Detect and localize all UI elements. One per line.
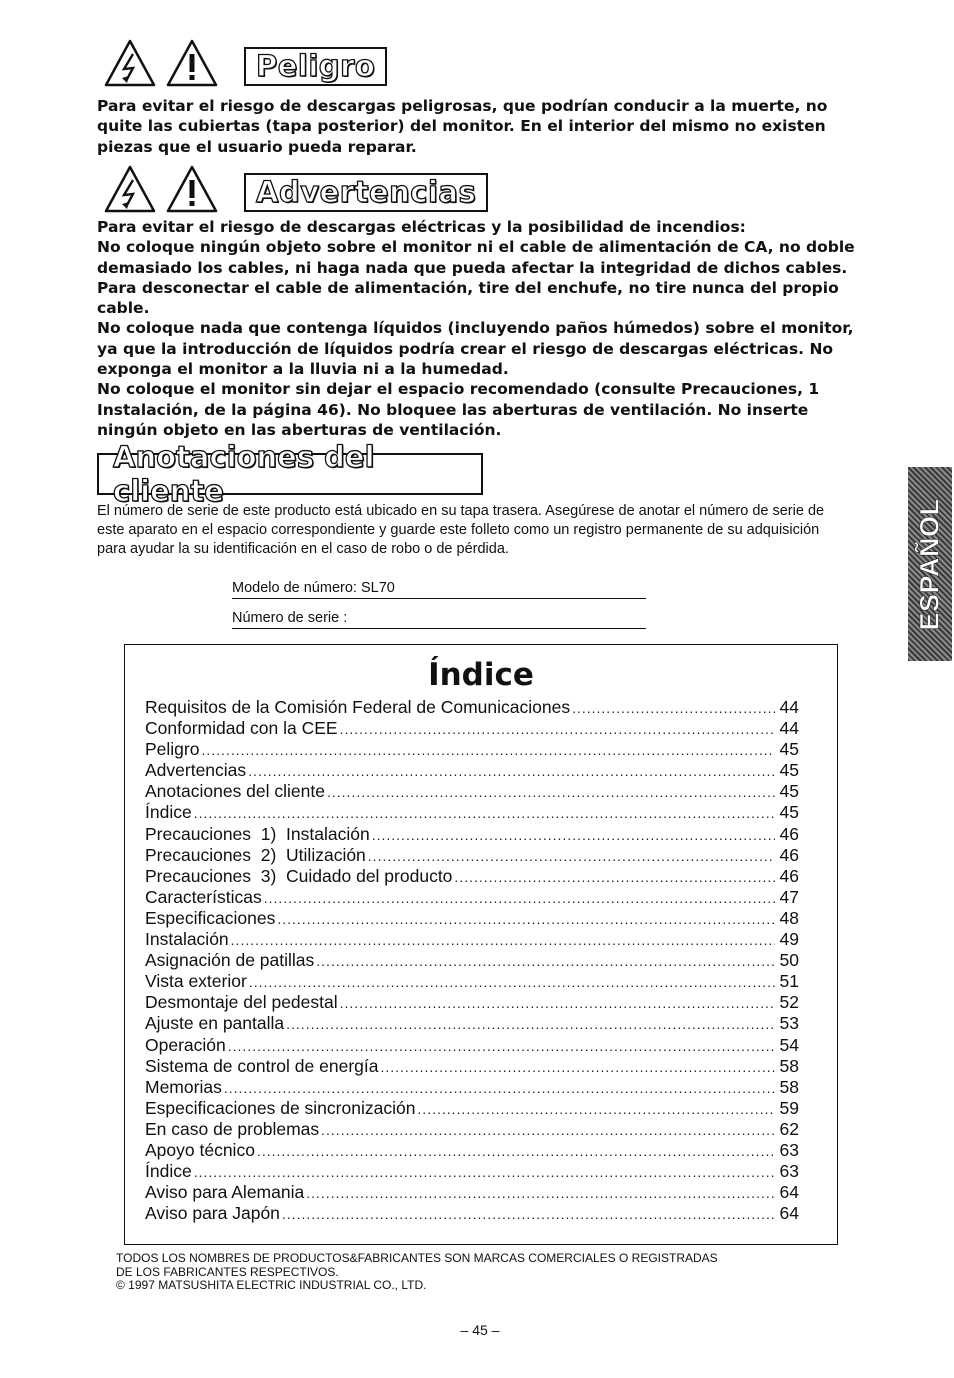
toc-entry xyxy=(145,1182,799,1203)
toc-entry xyxy=(145,992,799,1013)
toc-entry-label: Anotaciones del cliente xyxy=(145,781,325,802)
toc-entry-page: 44 xyxy=(779,718,799,739)
advertencias-paragraph: No coloque el monitor sin dejar el espacio recomendado (consulte Precauciones, 1 Instalación, de la página 46). No bloquee las aberturas de ventilación. No inserte ningún objeto en las aberturas de ventilación. xyxy=(97,380,820,439)
toc-entry-page: 49 xyxy=(779,929,799,950)
advertencias-paragraph: Para desconectar el cable de alimentación, tire del enchufe, no tire nunca del propio cable. xyxy=(97,278,839,318)
toc-entry xyxy=(145,739,799,760)
toc-entry-label: Desmontaje del pedestal xyxy=(145,992,338,1013)
toc-leader-dots xyxy=(257,1141,775,1162)
advertencias-title: Advertencias xyxy=(244,173,488,212)
toc-entry xyxy=(145,1161,799,1182)
toc-entry-label: Peligro xyxy=(145,739,200,760)
toc-entry xyxy=(145,908,799,929)
advertencias-text xyxy=(97,217,867,440)
toc-entry-page: 51 xyxy=(779,971,799,992)
language-tab-label: ESPAÑOL xyxy=(914,497,945,631)
toc-entry-label: Características xyxy=(145,886,262,907)
language-tab xyxy=(908,467,952,661)
exclamation-warning-icon xyxy=(166,164,218,214)
toc-leader-dots xyxy=(277,909,775,930)
electric-shock-warning-icon xyxy=(104,38,156,88)
toc-leader-dots xyxy=(327,782,775,803)
serial-number-label: Número de serie : xyxy=(232,610,348,626)
toc-entry-label: Precauciones 1) Instalación xyxy=(145,823,370,844)
toc-leader-dots xyxy=(306,1183,775,1204)
toc-entry-page: 48 xyxy=(779,907,799,928)
toc-entry-label: Especificaciones de sincronización xyxy=(145,1097,416,1118)
toc-entry-label: Ajuste en pantalla xyxy=(145,1013,285,1034)
advertencias-heading xyxy=(104,154,488,214)
footer-line: TODOS LOS NOMBRES DE PRODUCTOS&FABRICANTES SON MARCAS COMERCIALES O REGISTRADAS xyxy=(116,1251,718,1265)
toc-entry xyxy=(145,1119,799,1140)
toc-leader-dots xyxy=(380,1057,775,1078)
toc-entry-label: Aviso para Alemania xyxy=(145,1182,305,1203)
peligro-title: Peligro xyxy=(244,47,387,86)
model-number-field[interactable] xyxy=(232,578,646,599)
toc-entry xyxy=(145,866,799,887)
toc-entry-page: 45 xyxy=(779,802,799,823)
model-number-label: Modelo de número: SL70 xyxy=(232,580,395,596)
toc-leader-dots xyxy=(249,972,775,993)
toc-entry-page: 53 xyxy=(779,1013,799,1034)
index-box xyxy=(124,644,838,1245)
toc-leader-dots xyxy=(368,846,775,867)
toc-entry-label: Índice xyxy=(145,1161,192,1182)
toc-entry-label: Sistema de control de energía xyxy=(145,1055,379,1076)
toc-entry-label: Apoyo técnico xyxy=(145,1139,255,1160)
toc-entry xyxy=(145,950,799,971)
toc-entry-page: 46 xyxy=(779,865,799,886)
advertencias-paragraph: Para evitar el riesgo de descargas eléctricas y la posibilidad de incendios: xyxy=(97,218,746,236)
toc-leader-dots xyxy=(286,1014,775,1035)
toc-entry xyxy=(145,1203,799,1224)
toc-leader-dots xyxy=(454,867,775,888)
peligro-heading xyxy=(104,28,387,88)
toc-entry xyxy=(145,1013,799,1034)
toc-entry-label: Conformidad con la CEE xyxy=(145,718,338,739)
customer-notes-title: Anotaciones del cliente xyxy=(97,453,483,495)
toc-leader-dots xyxy=(282,1204,775,1225)
toc-entry-page: 52 xyxy=(779,992,799,1013)
toc-entry-page: 63 xyxy=(779,1161,799,1182)
toc-entry-page: 46 xyxy=(779,823,799,844)
toc-entry-page: 58 xyxy=(779,1076,799,1097)
toc-entry-label: Índice xyxy=(145,802,192,823)
table-of-contents xyxy=(145,697,799,1224)
toc-entry-page: 44 xyxy=(779,697,799,717)
toc-entry-page: 45 xyxy=(779,781,799,802)
toc-leader-dots xyxy=(248,761,775,782)
toc-entry xyxy=(145,1140,799,1161)
toc-entry-page: 47 xyxy=(779,886,799,907)
toc-leader-dots xyxy=(340,719,775,740)
toc-entry-label: En caso de problemas xyxy=(145,1118,320,1139)
toc-entry-label: Vista exterior xyxy=(145,971,247,992)
toc-entry-page: 59 xyxy=(779,1097,799,1118)
toc-entry xyxy=(145,760,799,781)
toc-entry-label: Asignación de patillas xyxy=(145,950,315,971)
toc-entry-page: 46 xyxy=(779,844,799,865)
toc-entry xyxy=(145,802,799,823)
toc-entry-page: 63 xyxy=(779,1139,799,1160)
toc-entry xyxy=(145,824,799,845)
toc-entry-page: 50 xyxy=(779,950,799,971)
toc-leader-dots xyxy=(316,951,775,972)
toc-entry-label: Operación xyxy=(145,1034,226,1055)
toc-entry-page: 54 xyxy=(779,1034,799,1055)
toc-entry-page: 45 xyxy=(779,739,799,760)
toc-entry-label: Requisitos de la Comisión Federal de Comunicaciones xyxy=(145,697,571,717)
toc-entry-label: Instalación xyxy=(145,929,229,950)
toc-entry-page: 64 xyxy=(779,1182,799,1203)
footer-notice xyxy=(116,1252,856,1293)
toc-leader-dots xyxy=(321,1120,775,1141)
toc-entry xyxy=(145,929,799,950)
toc-entry xyxy=(145,1098,799,1119)
toc-entry xyxy=(145,887,799,908)
toc-entry-label: Aviso para Japón xyxy=(145,1203,280,1224)
toc-leader-dots xyxy=(194,1162,775,1183)
toc-entry-page: 62 xyxy=(779,1118,799,1139)
toc-leader-dots xyxy=(340,993,775,1014)
toc-entry-label: Memorias xyxy=(145,1076,222,1097)
toc-entry xyxy=(145,718,799,739)
index-title: Índice xyxy=(428,657,534,693)
exclamation-warning-icon xyxy=(166,38,218,88)
toc-leader-dots xyxy=(201,740,775,761)
toc-entry xyxy=(145,971,799,992)
toc-leader-dots xyxy=(224,1078,775,1099)
toc-entry-page: 45 xyxy=(779,760,799,781)
page-number: – 45 – xyxy=(460,1322,500,1338)
serial-number-field[interactable] xyxy=(232,608,646,629)
toc-entry xyxy=(145,1035,799,1056)
footer-line: DE LOS FABRICANTES RESPECTIVOS. xyxy=(116,1264,339,1279)
toc-leader-dots xyxy=(194,803,775,824)
toc-leader-dots xyxy=(572,698,775,719)
toc-entry xyxy=(145,1056,799,1077)
advertencias-paragraph: No coloque nada que contenga líquidos (incluyendo paños húmedos) sobre el monitor, ya que la introducción de líquidos podría crear el riesgo de descargas eléctricas. No exponga el monitor a la lluvia ni a la humedad. xyxy=(97,319,854,379)
toc-entry-page: 58 xyxy=(779,1055,799,1076)
advertencias-paragraph: No coloque ningún objeto sobre el monitor ni el cable de alimentación de CA, no doble demasiado los cables, ni haga nada que pueda afectar la integridad de dichos cables. xyxy=(97,238,855,277)
toc-entry-page: 64 xyxy=(779,1203,799,1224)
toc-entry-label: Precauciones 3) Cuidado del producto xyxy=(145,865,453,886)
toc-entry xyxy=(145,781,799,802)
electric-shock-warning-icon xyxy=(104,164,156,214)
copyright-line: © 1997 MATSUSHITA ELECTRIC INDUSTRIAL CO., LTD. xyxy=(116,1278,427,1292)
toc-leader-dots xyxy=(372,825,775,846)
toc-entry xyxy=(145,845,799,866)
toc-entry xyxy=(145,1077,799,1098)
toc-leader-dots xyxy=(417,1099,775,1120)
customer-notes-text: El número de serie de este producto está ubicado en su tapa trasera. Asegúrese de anotar el número de serie de este aparato en el espacio correspondiente y guarde este folleto como un registro permanente de su adquisición para ayudar la su identificación en el caso de robo o de pérdida. xyxy=(97,503,825,557)
toc-entry-label: Advertencias xyxy=(145,760,247,781)
toc-leader-dots xyxy=(231,930,775,951)
toc-entry-label: Especificaciones xyxy=(145,907,276,928)
toc-leader-dots xyxy=(264,888,775,909)
peligro-text: Para evitar el riesgo de descargas peligrosas, que podrían conducir a la muerte, no quite las cubiertas (tapa posterior) del monitor. En el interior del mismo no existen piezas que el usuario pueda reparar. xyxy=(97,97,828,156)
toc-leader-dots xyxy=(228,1036,775,1057)
toc-entry xyxy=(145,697,799,718)
toc-entry-label: Precauciones 2) Utilización xyxy=(145,844,366,865)
